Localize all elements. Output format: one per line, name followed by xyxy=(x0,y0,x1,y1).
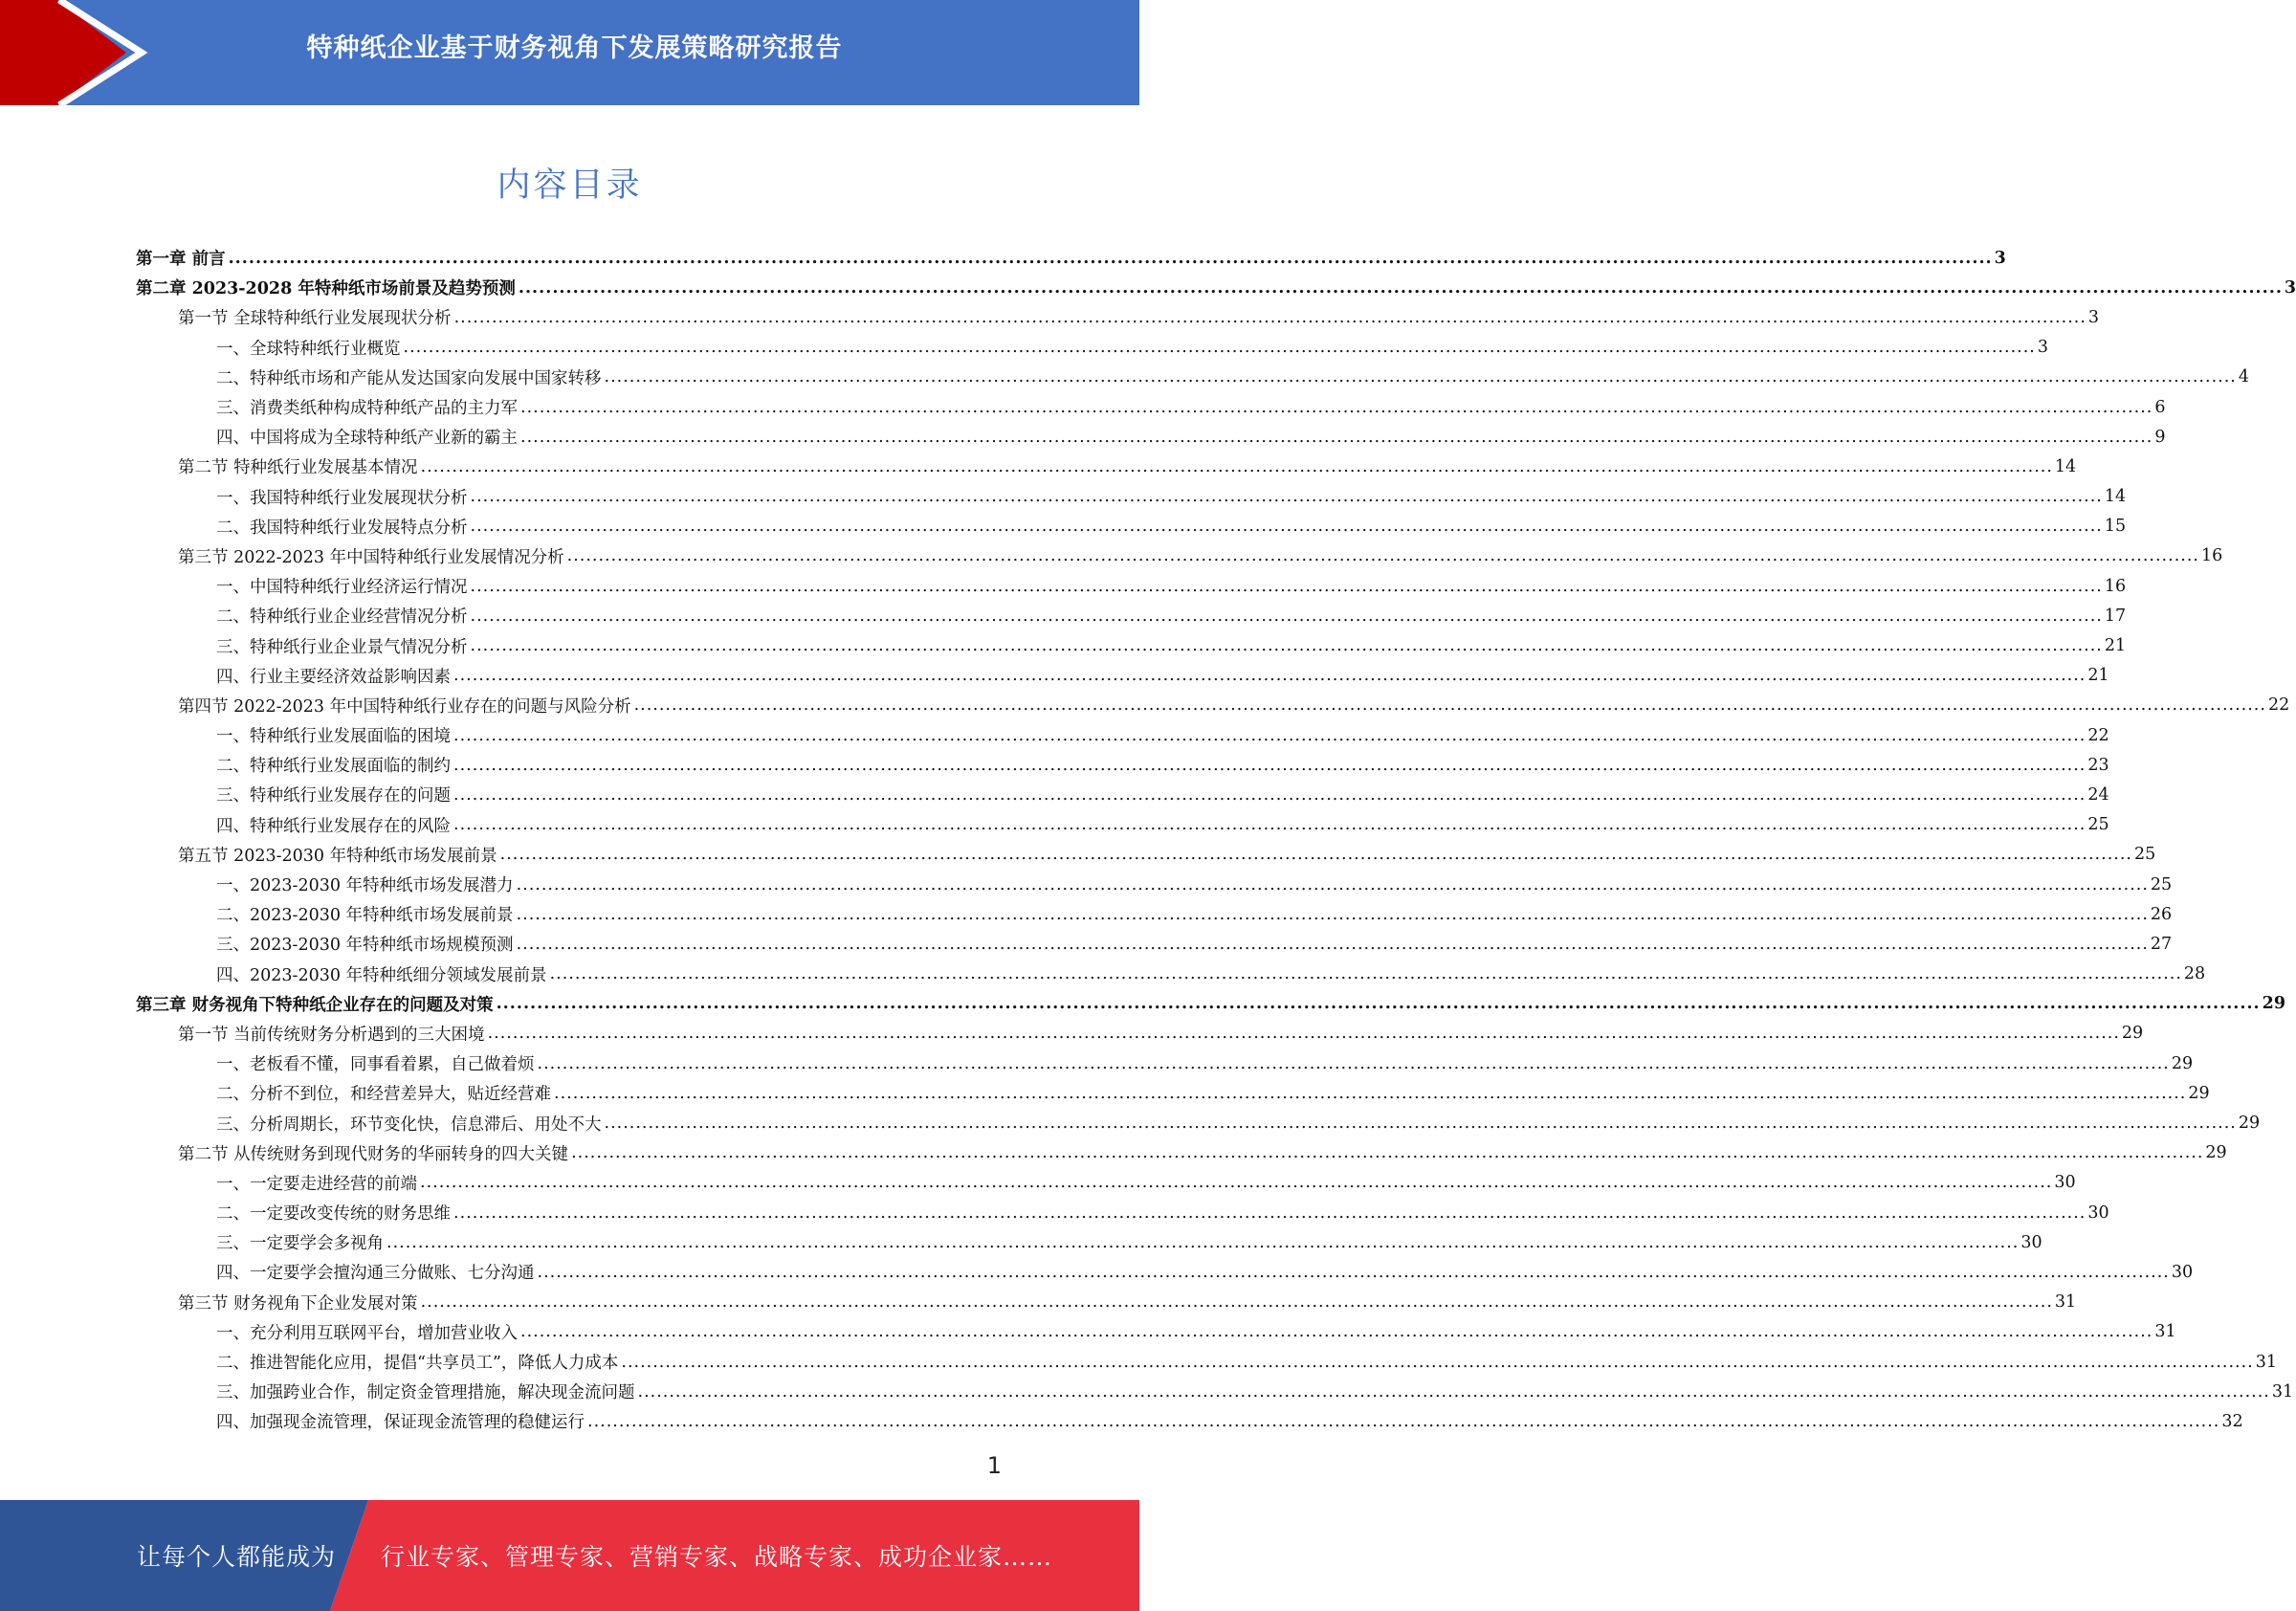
toc-entry-page: 16 xyxy=(2200,546,2223,566)
toc-entry-title: 二、一定要改变传统的财务思维 xyxy=(216,1204,451,1225)
toc-subsection-entry[interactable] xyxy=(136,810,2109,840)
toc-entry-title: 三、2023-2030 年特种纸市场规模预测 xyxy=(216,936,514,956)
toc-entry-title: 二、推进智能化应用，提倡“共享员工”，降低人力成本 xyxy=(216,1354,619,1374)
toc-entry-page: 26 xyxy=(2150,904,2173,924)
toc-entry-page: 16 xyxy=(2104,576,2127,596)
toc-subsection-entry[interactable] xyxy=(136,1317,2176,1347)
toc-entry-page: 3 xyxy=(1994,248,2006,268)
toc-entry-page: 30 xyxy=(2020,1232,2042,1252)
toc-entry-page: 9 xyxy=(2154,427,2166,447)
toc-subsection-entry[interactable] xyxy=(136,720,2109,750)
toc-dot-leader: .................................................................................................................................................................................................................................................................... xyxy=(420,1292,2053,1313)
toc-entry-page: 31 xyxy=(2154,1322,2176,1342)
toc-dot-leader: .................................................................................................................................................................................................................................................................... xyxy=(496,994,2261,1014)
toc-entry-title: 三、分析周期长，环节变化快，信息滞后、用处不大 xyxy=(216,1114,602,1135)
toc-dot-leader: .................................................................................................................................................................................................................................................................... xyxy=(470,606,2103,626)
toc-entry-title: 二、特种纸行业企业经营情况分析 xyxy=(216,607,468,628)
toc-entry-title: 第三节 财务视角下企业发展对策 xyxy=(178,1293,418,1313)
toc-entry-page: 30 xyxy=(2087,1203,2109,1223)
toc-dot-leader: .................................................................................................................................................................................................................................................................... xyxy=(420,456,2053,476)
toc-dot-leader: .................................................................................................................................................................................................................................................................... xyxy=(537,1053,2170,1073)
toc-entry-title: 第一节 全球特种纸行业发展现状分析 xyxy=(178,309,452,329)
toc-entry-title: 四、加强现金流管理，保证现金流管理的稳健运行 xyxy=(216,1413,585,1433)
toc-entry-page: 3 xyxy=(2037,338,2048,358)
toc-subsection-entry[interactable] xyxy=(136,929,2173,959)
toc-entry-title: 三、特种纸行业发展存在的问题 xyxy=(216,786,451,806)
toc-dot-leader: .................................................................................................................................................................................................................................................................... xyxy=(470,636,2103,656)
toc-subsection-entry[interactable] xyxy=(136,1198,2109,1227)
toc-subsection-entry[interactable] xyxy=(136,512,2127,541)
toc-section-entry[interactable] xyxy=(136,1019,2144,1048)
toc-entry-title: 二、分析不到位，和经营差异大，贴近经营难 xyxy=(216,1085,551,1105)
toc-dot-leader: .................................................................................................................................................................................................................................................................... xyxy=(516,934,2149,954)
toc-chapter-entry[interactable] xyxy=(136,273,2296,302)
toc-entry-page: 29 xyxy=(2262,994,2286,1014)
toc-dot-leader: .................................................................................................................................................................................................................................................................... xyxy=(621,1352,2254,1372)
toc-entry-title: 二、我国特种纸行业发展特点分析 xyxy=(216,518,468,538)
toc-chapter-entry[interactable] xyxy=(136,989,2286,1019)
toc-section-entry[interactable] xyxy=(136,691,2290,720)
toc-dot-leader: .................................................................................................................................................................................................................................................................... xyxy=(453,755,2086,775)
toc-entry-title: 一、2023-2030 年特种纸市场发展潜力 xyxy=(216,876,514,896)
toc-heading: 内容目录 xyxy=(497,166,643,205)
toc-section-entry[interactable] xyxy=(136,302,2100,332)
toc-dot-leader: .................................................................................................................................................................................................................................................................... xyxy=(453,666,2086,686)
toc-entry-page: 22 xyxy=(2267,695,2290,716)
table-of-contents xyxy=(136,243,2296,1437)
toc-section-entry[interactable] xyxy=(136,840,2156,870)
toc-entry-page: 14 xyxy=(2104,487,2127,507)
toc-entry-page: 23 xyxy=(2087,755,2109,775)
toc-entry-page: 29 xyxy=(2121,1024,2144,1044)
toc-entry-title: 四、中国将成为全球特种纸产业新的霸主 xyxy=(216,429,518,449)
page-number: 1 xyxy=(986,1452,1002,1479)
toc-entry-title: 一、老板看不懂，同事看着累，自己做着烦 xyxy=(216,1055,535,1075)
toc-entry-page: 29 xyxy=(2238,1114,2261,1134)
toc-entry-title: 四、一定要学会擅沟通三分做账、七分沟通 xyxy=(216,1264,535,1284)
toc-dot-leader: .................................................................................................................................................................................................................................................................... xyxy=(571,1143,2204,1163)
toc-entry-page: 31 xyxy=(2271,1381,2294,1401)
toc-subsection-entry[interactable] xyxy=(136,750,2109,780)
toc-entry-page: 21 xyxy=(2104,636,2127,656)
toc-dot-leader: .................................................................................................................................................................................................................................................................... xyxy=(453,1203,2086,1223)
report-title: 特种纸企业基于财务视角下发展策略研究报告 xyxy=(306,33,843,63)
toc-dot-leader: .................................................................................................................................................................................................................................................................... xyxy=(470,517,2103,537)
toc-dot-leader: .................................................................................................................................................................................................................................................................... xyxy=(604,367,2237,387)
toc-dot-leader: .................................................................................................................................................................................................................................................................... xyxy=(516,874,2149,894)
toc-entry-title: 一、一定要走进经营的前端 xyxy=(216,1174,417,1194)
toc-entry-title: 第二节 从传统财务到现代财务的华丽转身的四大关键 xyxy=(178,1144,569,1164)
toc-dot-leader: .................................................................................................................................................................................................................................................................... xyxy=(587,1411,2220,1431)
toc-entry-page: 3 xyxy=(2087,307,2100,327)
toc-entry-page: 30 xyxy=(2054,1173,2076,1193)
toc-subsection-entry[interactable] xyxy=(136,870,2173,899)
toc-subsection-entry[interactable] xyxy=(136,780,2109,809)
toc-entry-title: 第五节 2023-2030 年特种纸市场发展前景 xyxy=(178,846,497,866)
header-banner xyxy=(0,0,1139,105)
toc-entry-title: 第一节 当前传统财务分析遇到的三大困境 xyxy=(178,1025,485,1045)
toc-entry-page: 6 xyxy=(2154,397,2166,417)
toc-entry-page: 30 xyxy=(2171,1262,2194,1282)
toc-section-entry[interactable] xyxy=(136,1288,2077,1317)
toc-entry-title: 二、特种纸市场和产能从发达国家向发展中国家转移 xyxy=(216,368,602,388)
toc-entry-title: 一、我国特种纸行业发展现状分析 xyxy=(216,488,468,508)
toc-entry-title: 三、特种纸行业企业景气情况分析 xyxy=(216,637,468,657)
toc-entry-page: 25 xyxy=(2150,874,2173,894)
toc-entry-page: 31 xyxy=(2255,1352,2278,1372)
toc-subsection-entry[interactable] xyxy=(136,1168,2076,1198)
toc-dot-leader: .................................................................................................................................................................................................................................................................... xyxy=(604,1114,2237,1134)
toc-dot-leader: .................................................................................................................................................................................................................................................................... xyxy=(516,904,2149,924)
toc-subsection-entry[interactable] xyxy=(136,1377,2294,1406)
toc-dot-leader: .................................................................................................................................................................................................................................................................... xyxy=(633,695,2266,716)
toc-subsection-entry[interactable] xyxy=(136,392,2166,422)
toc-dot-leader: .................................................................................................................................................................................................................................................................... xyxy=(499,845,2132,865)
toc-section-entry[interactable] xyxy=(136,541,2223,571)
toc-subsection-entry[interactable] xyxy=(136,960,2206,989)
toc-dot-leader: .................................................................................................................................................................................................................................................................... xyxy=(637,1381,2270,1401)
toc-entry-page: 29 xyxy=(2171,1053,2194,1073)
toc-dot-leader: .................................................................................................................................................................................................................................................................... xyxy=(470,487,2103,507)
toc-dot-leader: .................................................................................................................................................................................................................................................................... xyxy=(420,1173,2053,1193)
toc-subsection-entry[interactable] xyxy=(136,1347,2278,1377)
toc-entry-page: 31 xyxy=(2054,1292,2077,1313)
toc-entry-title: 第二章 2023-2028 年特种纸市场前景及趋势预测 xyxy=(136,279,516,299)
toc-entry-title: 第四节 2022-2023 年中国特种纸行业存在的问题与风险分析 xyxy=(178,696,631,717)
toc-entry-title: 三、一定要学会多视角 xyxy=(216,1234,384,1254)
toc-entry-page: 25 xyxy=(2133,845,2156,865)
toc-entry-page: 32 xyxy=(2221,1411,2243,1431)
toc-entry-title: 三、加强跨业合作，制定资金管理措施，解决现金流问题 xyxy=(216,1383,635,1403)
toc-entry-title: 第一章 前言 xyxy=(136,250,226,270)
toc-entry-title: 二、2023-2030 年特种纸市场发展前景 xyxy=(216,906,514,926)
toc-entry-title: 一、充分利用互联网平台，增加营业收入 xyxy=(216,1323,518,1343)
toc-entry-title: 四、行业主要经济效益影响因素 xyxy=(216,667,451,687)
toc-dot-leader: .................................................................................................................................................................................................................................................................... xyxy=(453,307,2086,327)
toc-section-entry[interactable] xyxy=(136,1138,2227,1168)
footer-banner xyxy=(0,1500,1139,1611)
toc-entry-page: 15 xyxy=(2104,517,2127,537)
toc-entry-page: 24 xyxy=(2087,784,2109,805)
toc-entry-title: 三、消费类纸种构成特种纸产品的主力军 xyxy=(216,399,518,419)
toc-dot-leader: .................................................................................................................................................................................................................................................................... xyxy=(549,964,2182,984)
toc-subsection-entry[interactable] xyxy=(136,1257,2194,1287)
toc-chapter-entry[interactable] xyxy=(136,243,2006,273)
toc-entry-page: 29 xyxy=(2205,1143,2227,1163)
toc-dot-leader: .................................................................................................................................................................................................................................................................... xyxy=(520,427,2153,447)
toc-entry-page: 14 xyxy=(2054,456,2077,476)
toc-dot-leader: .................................................................................................................................................................................................................................................................... xyxy=(470,576,2103,596)
toc-subsection-entry[interactable] xyxy=(136,363,2249,392)
toc-subsection-entry[interactable] xyxy=(136,1108,2261,1137)
toc-dot-leader: .................................................................................................................................................................................................................................................................... xyxy=(537,1262,2170,1282)
toc-subsection-entry[interactable] xyxy=(136,571,2127,601)
toc-subsection-entry[interactable] xyxy=(136,601,2127,630)
toc-entry-page: 3 xyxy=(2284,277,2296,298)
toc-subsection-entry[interactable] xyxy=(136,1048,2194,1078)
toc-dot-leader: .................................................................................................................................................................................................................................................................... xyxy=(518,277,2283,298)
toc-dot-leader: .................................................................................................................................................................................................................................................................... xyxy=(520,1322,2153,1342)
toc-subsection-entry[interactable] xyxy=(136,482,2127,512)
toc-subsection-entry[interactable] xyxy=(136,333,2048,363)
toc-entry-page: 22 xyxy=(2087,725,2109,745)
footer-slogan-left: 让每个人都能成为 xyxy=(137,1543,337,1571)
toc-subsection-entry[interactable] xyxy=(136,630,2127,660)
toc-section-entry[interactable] xyxy=(136,452,2077,481)
toc-dot-leader: .................................................................................................................................................................................................................................................................... xyxy=(487,1024,2120,1044)
toc-subsection-entry[interactable] xyxy=(136,1078,2210,1108)
footer-slogan-right: 行业专家、管理专家、营销专家、战略专家、成功企业家…… xyxy=(381,1543,1053,1571)
toc-entry-title: 第二节 特种纸行业发展基本情况 xyxy=(178,458,418,478)
toc-dot-leader: .................................................................................................................................................................................................................................................................... xyxy=(386,1232,2020,1252)
toc-subsection-entry[interactable] xyxy=(136,661,2109,691)
toc-entry-title: 一、全球特种纸行业概览 xyxy=(216,339,401,359)
toc-entry-title: 四、2023-2030 年特种纸细分领域发展前景 xyxy=(216,965,547,985)
toc-entry-title: 第三节 2022-2023 年中国特种纸行业发展情况分析 xyxy=(178,547,564,567)
toc-dot-leader: .................................................................................................................................................................................................................................................................... xyxy=(228,248,1993,268)
toc-entry-title: 一、中国特种纸行业经济运行情况 xyxy=(216,578,468,598)
toc-dot-leader: .................................................................................................................................................................................................................................................................... xyxy=(554,1083,2187,1103)
toc-subsection-entry[interactable] xyxy=(136,899,2173,929)
toc-entry-page: 28 xyxy=(2183,964,2206,984)
toc-entry-page: 25 xyxy=(2087,815,2109,835)
toc-subsection-entry[interactable] xyxy=(136,422,2166,452)
toc-entry-page: 21 xyxy=(2087,666,2109,686)
toc-entry-page: 4 xyxy=(2238,367,2249,387)
toc-subsection-entry[interactable] xyxy=(136,1406,2243,1436)
toc-dot-leader: .................................................................................................................................................................................................................................................................... xyxy=(453,784,2086,805)
toc-entry-page: 29 xyxy=(2188,1083,2210,1103)
toc-entry-title: 一、特种纸行业发展面临的困境 xyxy=(216,727,451,747)
toc-dot-leader: .................................................................................................................................................................................................................................................................... xyxy=(453,725,2086,745)
toc-entry-title: 第三章 财务视角下特种纸企业存在的问题及对策 xyxy=(136,995,494,1015)
toc-entry-title: 二、特种纸行业发展面临的制约 xyxy=(216,757,451,777)
toc-subsection-entry[interactable] xyxy=(136,1227,2042,1257)
toc-dot-leader: .................................................................................................................................................................................................................................................................... xyxy=(403,338,2036,358)
toc-dot-leader: .................................................................................................................................................................................................................................................................... xyxy=(566,546,2199,566)
toc-entry-page: 17 xyxy=(2104,606,2127,626)
toc-entry-page: 27 xyxy=(2150,934,2173,954)
toc-entry-title: 四、特种纸行业发展存在的风险 xyxy=(216,816,451,836)
toc-dot-leader: .................................................................................................................................................................................................................................................................... xyxy=(453,815,2086,835)
toc-dot-leader: .................................................................................................................................................................................................................................................................... xyxy=(520,397,2153,417)
